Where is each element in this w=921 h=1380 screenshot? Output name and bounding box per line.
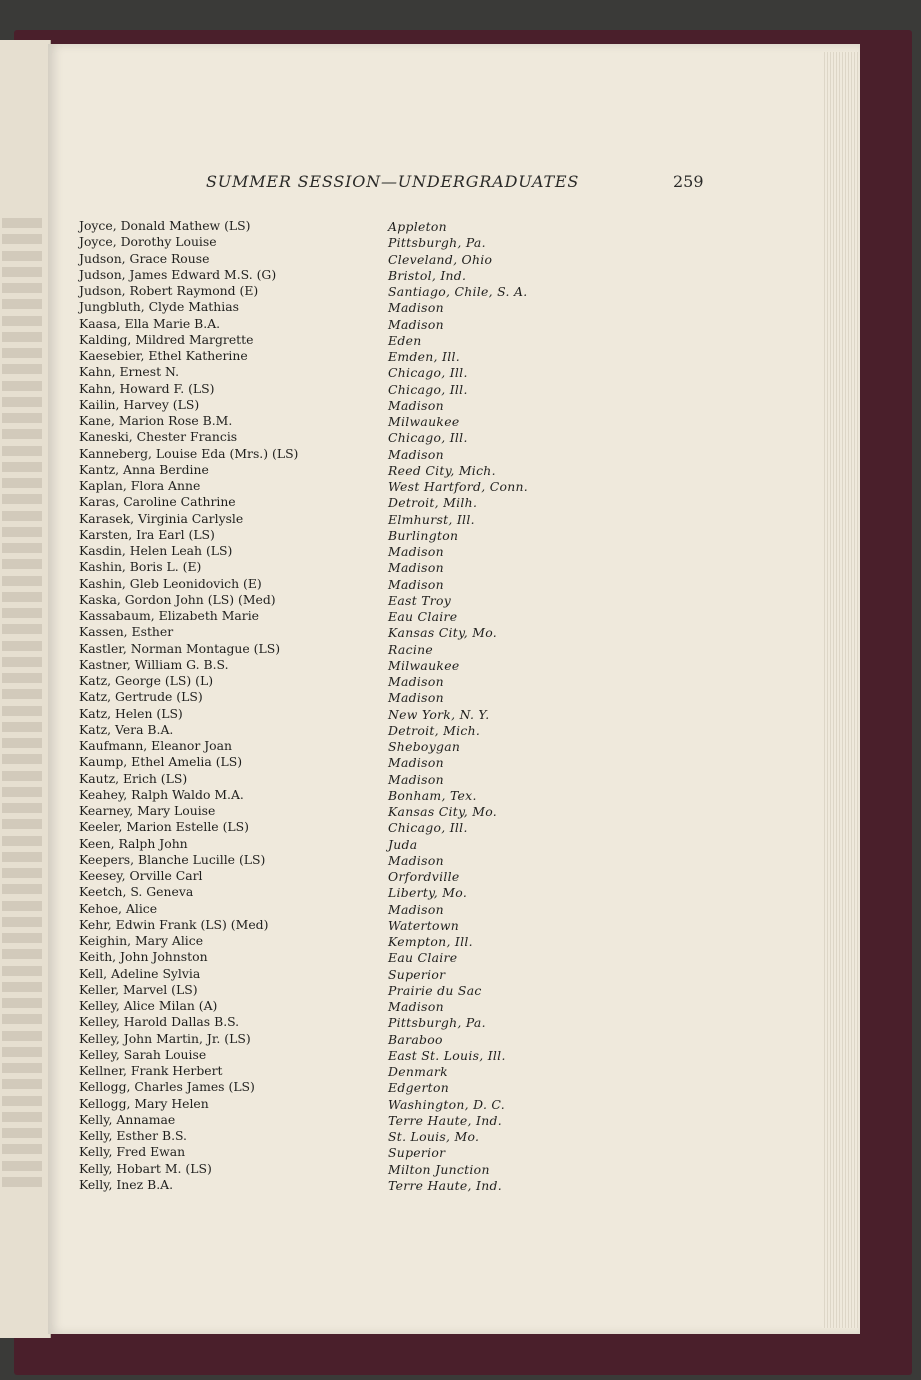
page-stack-edge: [822, 52, 858, 1328]
hometown: Chicago, Ill.: [388, 430, 468, 446]
bleed-through-text: [2, 446, 42, 456]
student-name: Katz, Gertrude (LS): [79, 689, 203, 705]
bleed-through-text: [2, 982, 42, 992]
running-head: SUMMER SESSION—UNDERGRADUATES: [206, 172, 580, 191]
student-name: Kassen, Esther: [79, 624, 174, 640]
bleed-through-text: [2, 397, 42, 407]
hometown: Denmark: [388, 1064, 448, 1079]
student-name: Kelly, Fred Ewan: [79, 1144, 186, 1160]
list-item: [79, 462, 579, 478]
hometown: Burlington: [388, 527, 459, 543]
list-item: [79, 738, 579, 754]
student-name: Kellner, Frank Herbert: [79, 1063, 223, 1078]
hometown: East St. Louis, Ill.: [388, 1047, 506, 1063]
student-name: Keith, John Johnston: [79, 949, 208, 965]
list-item: [79, 949, 579, 965]
hometown: Sheboygan: [388, 739, 461, 754]
list-item: [79, 592, 579, 608]
list-item: [79, 819, 579, 835]
bleed-through-text: [2, 1063, 42, 1073]
student-name: Jungbluth, Clyde Mathias: [79, 299, 239, 315]
list-item: [79, 478, 579, 494]
student-name: Kashin, Gleb Leonidovich (E): [79, 575, 262, 591]
hometown: Terre Haute, Ind.: [388, 1177, 502, 1193]
hometown: Madison: [388, 852, 444, 868]
list-item: [79, 527, 579, 543]
student-name: Kaump, Ethel Amelia (LS): [79, 754, 243, 770]
bleed-through-text: [2, 852, 42, 862]
bleed-through-text: [2, 413, 42, 423]
hometown: Santiago, Chile, S. A.: [388, 284, 528, 299]
student-name: Kelley, John Martin, Jr. (LS): [79, 1030, 251, 1046]
hometown: Superior: [388, 966, 446, 982]
student-name: Keepers, Blanche Lucille (LS): [79, 851, 266, 867]
hometown: Prairie du Sac: [388, 982, 482, 998]
hometown: Watertown: [388, 917, 460, 933]
hometown: East Troy: [388, 592, 452, 608]
bleed-through-text: [2, 592, 42, 602]
hometown: Pittsburgh, Pa.: [388, 235, 486, 251]
list-item: [79, 1161, 579, 1177]
student-name: Judson, Grace Rouse: [79, 250, 210, 266]
list-item: [79, 901, 579, 917]
hometown: Bristol, Ind.: [388, 267, 467, 283]
student-name: Kelly, Hobart M. (LS): [79, 1160, 212, 1176]
list-item: [79, 397, 579, 413]
student-name: Kautz, Erich (LS): [79, 770, 188, 786]
student-name: Judson, James Edward M.S. (G): [79, 266, 277, 282]
list-item: [79, 1047, 579, 1063]
list-item: [79, 1128, 579, 1144]
list-item: [79, 771, 579, 787]
hometown: Juda: [388, 836, 418, 852]
bleed-through-text: [2, 868, 42, 878]
bleed-through-text: [2, 543, 42, 553]
bleed-through-text: [2, 1112, 42, 1122]
student-name: Kaplan, Flora Anne: [79, 478, 201, 493]
list-item: [79, 803, 579, 819]
list-item: [79, 543, 579, 559]
student-name: Judson, Robert Raymond (E): [79, 283, 259, 298]
list-item: [79, 1079, 579, 1095]
bleed-through-text: [2, 364, 42, 374]
list-item: [79, 624, 579, 640]
student-name: Kellogg, Charles James (LS): [79, 1079, 255, 1095]
bleed-through-text: [2, 218, 42, 228]
bleed-through-text: [2, 738, 42, 748]
hometown: Madison: [388, 755, 444, 771]
bleed-through-text: [2, 1079, 42, 1089]
student-name: Kahn, Ernest N.: [79, 364, 180, 380]
student-name: Keeler, Marion Estelle (LS): [79, 819, 249, 835]
bleed-through-text: [2, 511, 42, 521]
list-item: [79, 1063, 579, 1079]
hometown: New York, N. Y.: [388, 706, 490, 722]
list-item: [79, 381, 579, 397]
hometown: Madison: [388, 771, 444, 787]
student-name: Kehoe, Alice: [79, 900, 158, 916]
student-name: Kelly, Esther B.S.: [79, 1128, 187, 1143]
list-item: [79, 446, 579, 462]
list-item: [79, 1177, 579, 1193]
bleed-through-text: [2, 381, 42, 391]
bleed-through-text: [2, 1144, 42, 1154]
list-item: [79, 494, 579, 510]
student-name: Keller, Marvel (LS): [79, 981, 198, 997]
bleed-through-text: [2, 1128, 42, 1138]
student-name: Kell, Adeline Sylvia: [79, 965, 201, 981]
student-name: Karas, Caroline Cathrine: [79, 494, 236, 510]
list-item: [79, 1014, 579, 1030]
student-name: Kelly, Annamae: [79, 1111, 176, 1127]
student-name: Kelley, Alice Milan (A): [79, 998, 218, 1013]
student-name: Kellogg, Mary Helen: [79, 1095, 209, 1111]
list-item: [79, 413, 579, 429]
bleed-through-text: [2, 234, 42, 244]
bleed-through-text: [2, 641, 42, 651]
list-item: [79, 722, 579, 738]
list-item: [79, 917, 579, 933]
bleed-through-text: [2, 722, 42, 732]
hometown: Pittsburgh, Pa.: [388, 1015, 486, 1031]
hometown: Detroit, Milh.: [388, 495, 478, 511]
bleed-through-text: [2, 771, 42, 781]
bleed-through-text: [2, 251, 42, 261]
hometown: Eden: [388, 332, 422, 348]
hometown: Madison: [388, 397, 444, 413]
student-name: Kailin, Harvey (LS): [79, 396, 200, 412]
list-item: [79, 754, 579, 770]
list-item: [79, 1112, 579, 1128]
list-item: [79, 576, 579, 592]
hometown: Elmhurst, Ill.: [388, 511, 475, 527]
page-number: 259: [673, 172, 704, 191]
bleed-through-text: [2, 316, 42, 326]
list-item: [79, 299, 579, 315]
student-name: Keesey, Orville Carl: [79, 868, 203, 883]
student-name: Kaneski, Chester Francis: [79, 429, 238, 445]
hometown: Kansas City, Mo.: [388, 625, 497, 641]
student-name: Kearney, Mary Louise: [79, 803, 216, 818]
student-name: Keahey, Ralph Waldo M.A.: [79, 786, 244, 802]
bleed-through-text: [2, 819, 42, 829]
hometown: Madison: [388, 690, 444, 706]
list-item: [79, 868, 579, 884]
list-item: [79, 1031, 579, 1047]
list-item: [79, 966, 579, 982]
student-name: Kastler, Norman Montague (LS): [79, 640, 281, 656]
student-name: Kalding, Mildred Margrette: [79, 331, 254, 347]
bleed-through-text: [2, 689, 42, 699]
list-item: [79, 1144, 579, 1160]
hometown: Madison: [388, 576, 444, 592]
hometown: Edgerton: [388, 1080, 449, 1096]
student-name: Kanneberg, Louise Eda (Mrs.) (LS): [79, 445, 299, 461]
list-item: [79, 429, 579, 445]
student-name: Kahn, Howard F. (LS): [79, 380, 215, 396]
list-item: [79, 332, 579, 348]
hometown: Chicago, Ill.: [388, 381, 468, 397]
list-item: [79, 673, 579, 689]
hometown: Milwaukee: [388, 414, 460, 429]
hometown: Emden, Ill.: [388, 349, 460, 364]
bleed-through-text: [2, 901, 42, 911]
bleed-through-text: [2, 966, 42, 976]
bleed-through-text: [2, 429, 42, 439]
bleed-through-text: [2, 299, 42, 309]
hometown: Eau Claire: [388, 950, 458, 966]
list-item: [79, 559, 579, 575]
bleed-through-text: [2, 1047, 42, 1057]
bleed-through-text: [2, 673, 42, 683]
list-item: [79, 234, 579, 250]
bleed-through-text: [2, 1014, 42, 1024]
bleed-through-text: [2, 267, 42, 277]
hometown: Kansas City, Mo.: [388, 804, 497, 819]
hometown: Eau Claire: [388, 609, 458, 624]
hometown: Chicago, Ill.: [388, 365, 468, 381]
hometown: Washington, D. C.: [388, 1096, 506, 1112]
bleed-through-text: [2, 348, 42, 358]
student-name: Kaesebier, Ethel Katherine: [79, 348, 248, 363]
list-item: [79, 267, 579, 283]
page-header: [48, 172, 860, 194]
hometown: Chicago, Ill.: [388, 820, 468, 836]
hometown: Madison: [388, 316, 444, 332]
student-name: Kassabaum, Elizabeth Marie: [79, 608, 260, 623]
bleed-through-text: [2, 576, 42, 586]
bleed-through-text: [2, 787, 42, 797]
student-name: Kelley, Sarah Louise: [79, 1046, 207, 1062]
student-name: Katz, Helen (LS): [79, 705, 183, 721]
student-name: Kasdin, Helen Leah (LS): [79, 543, 233, 558]
list-item: [79, 348, 579, 364]
list-item: [79, 836, 579, 852]
student-name: Kastner, William G. B.S.: [79, 656, 229, 672]
student-name: Karasek, Virginia Carlysle: [79, 510, 244, 526]
hometown: Racine: [388, 641, 434, 657]
list-item: [79, 608, 579, 624]
student-name: Kelley, Harold Dallas B.S.: [79, 1014, 240, 1030]
bleed-through-text: [2, 657, 42, 667]
list-item: [79, 884, 579, 900]
list-item: [79, 787, 579, 803]
hometown: Liberty, Mo.: [388, 885, 468, 901]
list-item: [79, 689, 579, 705]
hometown: Appleton: [388, 219, 447, 234]
list-item: [79, 933, 579, 949]
bleed-through-text: [2, 494, 42, 504]
hometown: Cleveland, Ohio: [388, 251, 493, 267]
student-name: Kelly, Inez B.A.: [79, 1176, 174, 1192]
hometown: Madison: [388, 560, 444, 576]
student-name: Keen, Ralph John: [79, 835, 188, 851]
bleed-through-text: [2, 527, 42, 537]
hometown: Terre Haute, Ind.: [388, 1112, 502, 1128]
list-item: [79, 706, 579, 722]
bleed-through-text: [2, 332, 42, 342]
hometown: Madison: [388, 446, 444, 462]
hometown: Madison: [388, 901, 444, 917]
list-item: [79, 283, 579, 299]
hometown: Madison: [388, 300, 444, 316]
bleed-through-text: [2, 884, 42, 894]
bleed-through-text: [2, 706, 42, 716]
bleed-through-text: [2, 1096, 42, 1106]
list-item: [79, 511, 579, 527]
bleed-through-text: [2, 754, 42, 764]
hometown: Superior: [388, 1145, 446, 1161]
hometown: Madison: [388, 544, 444, 559]
bleed-through-text: [2, 462, 42, 472]
list-item: [79, 364, 579, 380]
student-name: Joyce, Donald Mathew (LS): [79, 218, 251, 233]
list-item: [79, 657, 579, 673]
student-name: Kaska, Gordon John (LS) (Med): [79, 591, 276, 607]
bleed-through-text: [2, 1031, 42, 1041]
bleed-through-text: [2, 1177, 42, 1187]
list-item: [79, 316, 579, 332]
hometown: St. Louis, Mo.: [388, 1129, 480, 1144]
list-item: [79, 852, 579, 868]
bleed-through-text: [2, 949, 42, 959]
bleed-through-text: [2, 559, 42, 569]
bleed-through-text: [2, 933, 42, 943]
hometown: Milwaukee: [388, 657, 460, 673]
student-name: Karsten, Ira Earl (LS): [79, 526, 215, 542]
bleed-through-text: [2, 803, 42, 813]
directory-list: [79, 218, 579, 1193]
student-name: Kehr, Edwin Frank (LS) (Med): [79, 916, 269, 932]
list-item: [79, 982, 579, 998]
list-item: [79, 1096, 579, 1112]
hometown: Kempton, Ill.: [388, 934, 473, 949]
student-name: Kantz, Anna Berdine: [79, 461, 209, 477]
student-name: Katz, Vera B.A.: [79, 721, 174, 737]
student-name: Kane, Marion Rose B.M.: [79, 413, 233, 428]
hometown: West Hartford, Conn.: [388, 479, 529, 494]
bleed-through-text: [2, 917, 42, 927]
bleed-through-text: [2, 836, 42, 846]
student-name: Kaasa, Ella Marie B.A.: [79, 315, 221, 331]
student-name: Keetch, S. Geneva: [79, 884, 194, 900]
facing-page-edge: [0, 40, 51, 1338]
student-name: Keighin, Mary Alice: [79, 933, 204, 948]
student-name: Kashin, Boris L. (E): [79, 559, 202, 575]
student-name: Joyce, Dorothy Louise: [79, 234, 217, 250]
bleed-through-text: [2, 998, 42, 1008]
list-item: [79, 218, 579, 234]
bleed-through-text: [2, 624, 42, 634]
hometown: Madison: [388, 999, 444, 1014]
hometown: Milton Junction: [388, 1161, 490, 1177]
bleed-through-text: [2, 1161, 42, 1171]
list-item: [79, 998, 579, 1014]
hometown: Bonham, Tex.: [388, 787, 477, 803]
list-item: [79, 641, 579, 657]
hometown: Baraboo: [388, 1031, 443, 1047]
student-name: Katz, George (LS) (L): [79, 673, 214, 688]
bleed-through-text: [2, 608, 42, 618]
hometown: Detroit, Mich.: [388, 722, 481, 738]
hometown: Reed City, Mich.: [388, 462, 496, 478]
bleed-through-text: [2, 283, 42, 293]
list-item: [79, 251, 579, 267]
student-name: Kaufmann, Eleanor Joan: [79, 738, 233, 753]
hometown: Orfordville: [388, 869, 460, 884]
hometown: Madison: [388, 674, 444, 689]
bleed-through-text: [2, 478, 42, 488]
